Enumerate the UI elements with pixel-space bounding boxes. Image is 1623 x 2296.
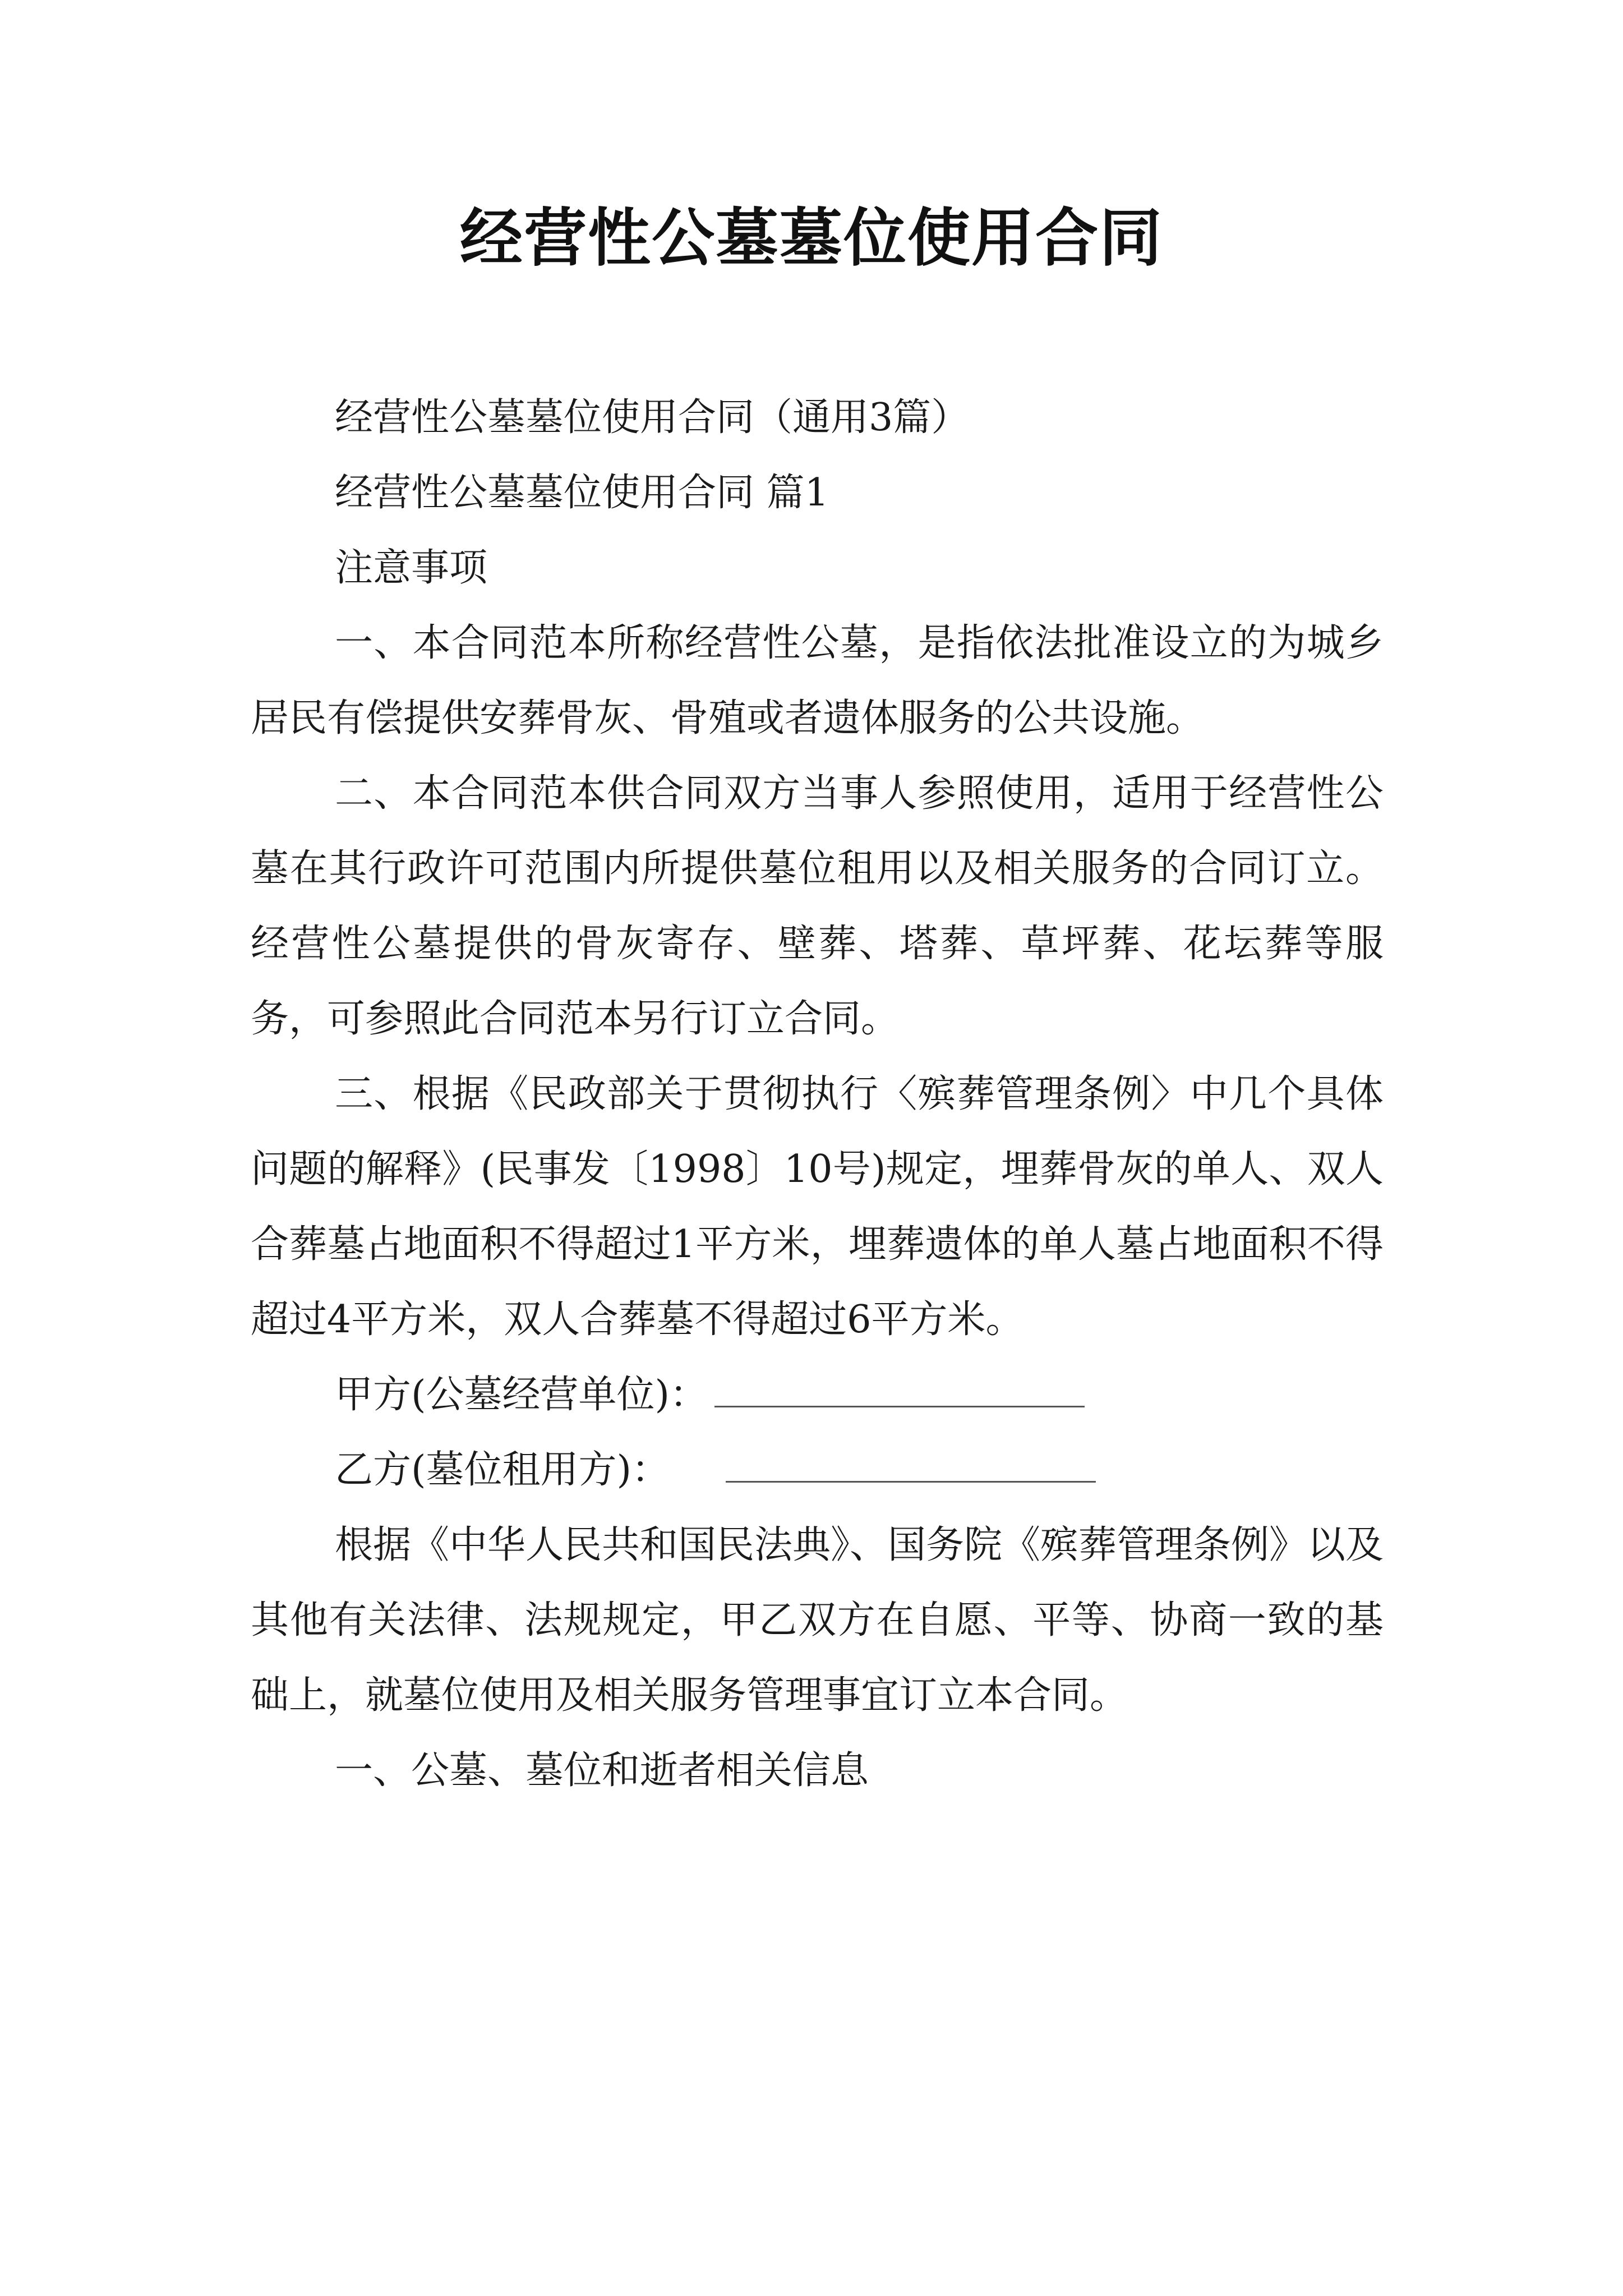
notice-paragraph-1: 一、本合同范本所称经营性公墓，是指依法批准设立的为城乡居民有偿提供安葬骨灰、骨殖或者遗体服务的公共设施。 (251, 621, 1384, 740)
preamble-paragraph: 根据《中华人民共和国民法典》、国务院《殡葬管理条例》以及其他有关法律、法规规定，甲乙双方在自愿、平等、协商一致的基础上，就墓位使用及相关服务管理事宜订立本合同。 (251, 1523, 1384, 1718)
party-b-line (251, 1433, 1384, 1508)
notice-heading: 注意事项 (335, 546, 488, 590)
party-a-label: 甲方(公墓经营单位)： (335, 1373, 708, 1417)
section-1-heading: 一、公墓、墓位和逝者相关信息 (335, 1749, 869, 1793)
part-heading: 经营性公墓墓位使用合同 篇1 (335, 471, 829, 515)
party-b-blank (726, 1476, 1096, 1483)
party-a-line (251, 1358, 1384, 1433)
document-subtitle: 经营性公墓墓位使用合同（通用3篇） (335, 395, 970, 440)
party-b-label: 乙方(墓位租用方)： (335, 1448, 670, 1492)
document-body (251, 380, 1384, 1809)
notice-paragraph-2: 二、本合同范本供合同双方当事人参照使用，适用于经营性公墓在其行政许可范围内所提供墓位租用以及相关服务的合同订立。经营性公墓提供的骨灰寄存、壁葬、塔葬、草坪葬、花坛葬等服务，可参照此合同范本另行订立合同。 (251, 771, 1384, 1041)
party-a-blank (714, 1401, 1085, 1407)
document-title: 经营性公墓墓位使用合同 (460, 202, 1163, 275)
notice-paragraph-3: 三、根据《民政部关于贯彻执行〈殡葬管理条例〉中几个具体问题的解释》(民事发〔1998〕10号)规定，埋葬骨灰的单人、双人合葬墓占地面积不得超过1平方米，埋葬遗体的单人墓占地面积不得超过4平方米，双人合葬墓不得超过6平方米。 (251, 1072, 1384, 1342)
